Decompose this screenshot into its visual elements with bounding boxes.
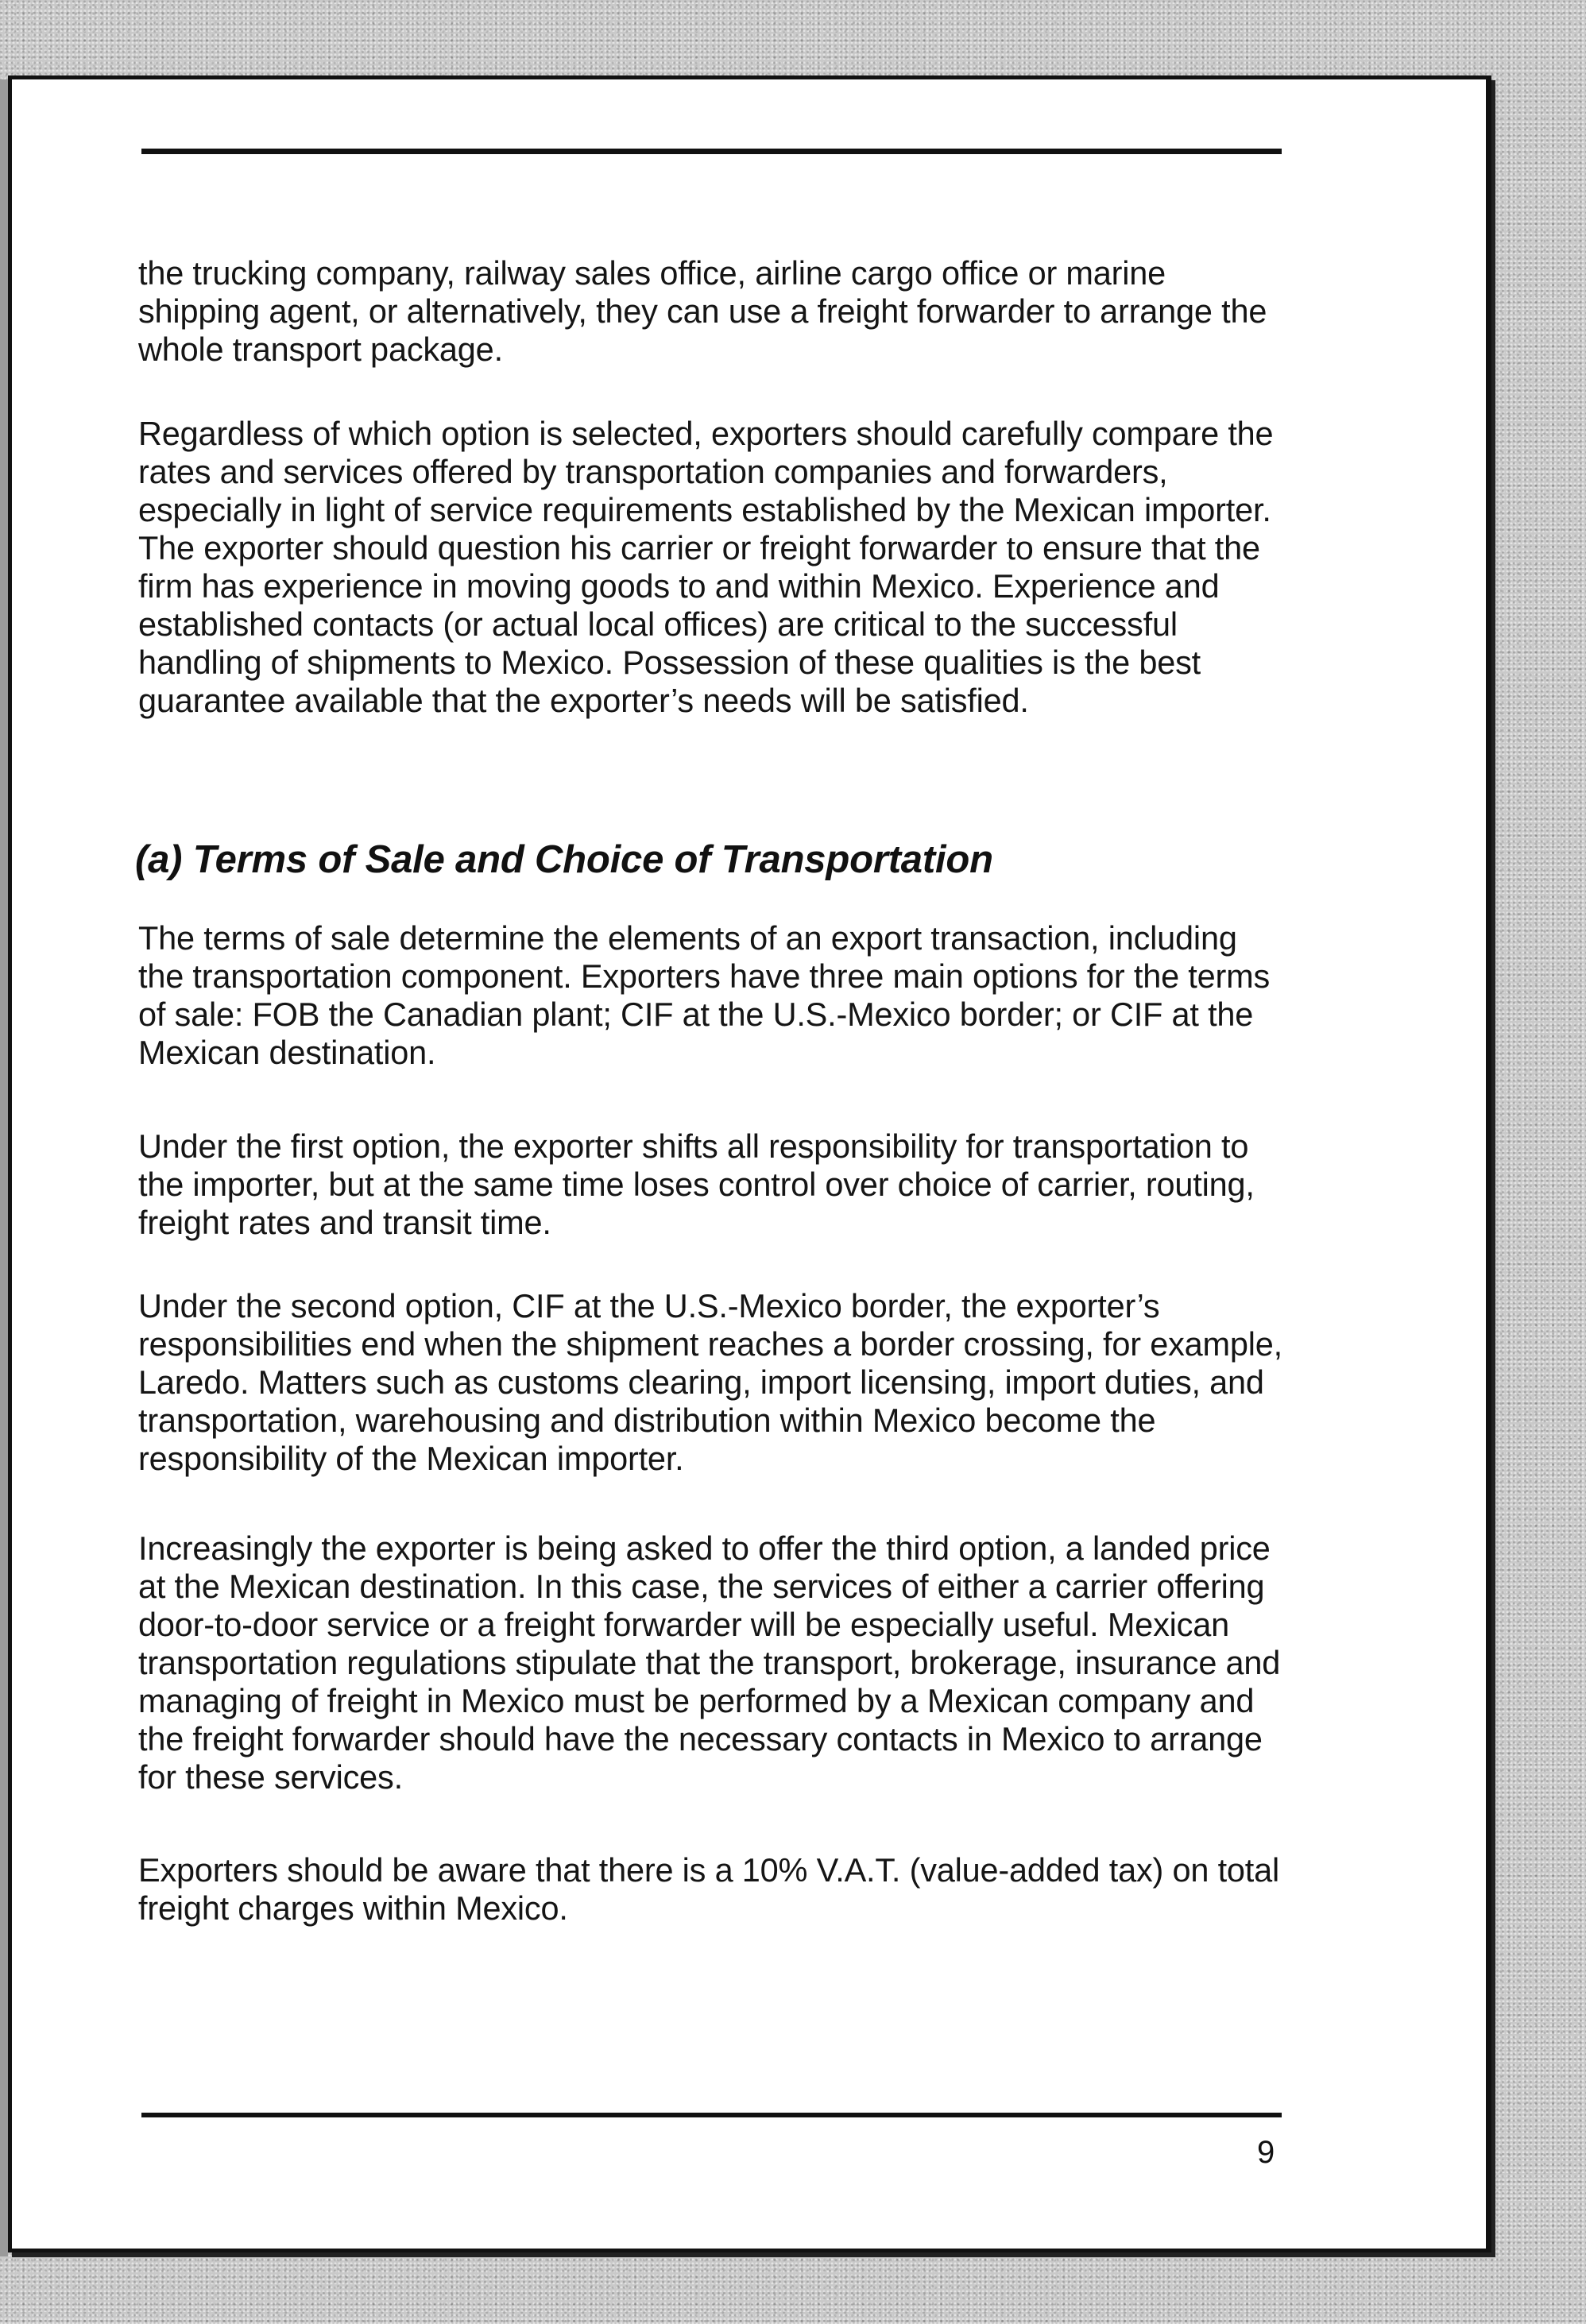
paragraph-second-option: Under the second option, CIF at the U.S.-Mexico border, the exporter’s responsibilities end when the shipment reaches a border crossing, for example, Laredo. Matters such as customs clearing, import licensing, import duties, and transportation, warehousing and distribution within Mexico become the responsibility of the Mexican importer. xyxy=(138,1287,1282,1477)
paragraph-compare-rates: Regardless of which option is selected, exporters should carefully compare the rates and services offered by transportation companies and forwarders, especially in light of service requirements established by the Mexican importer. The exporter should question his carrier or freight forwarder to ensure that the firm has experience in moving goods to and within Mexico. Experience and established contacts (or actual local offices) are critical to the successful handling of shipments to Mexico. Possession of these qualities is the best guarantee available that the exporter’s needs will be satisfied. xyxy=(138,415,1274,719)
paragraph-third-option: Increasingly the exporter is being asked to offer the third option, a landed price at the Mexican destination. In this case, the services of either a carrier offering door-to-door service or a freight forwarder will be especially useful. Mexican transportation regulations stipulate that the transport, brokerage, insurance and managing of freight in Mexico must be performed by a Mexican company and the freight forwarder should have the necessary contacts in Mexico to arrange for these services. xyxy=(138,1529,1281,1796)
top-rule xyxy=(141,149,1282,154)
paragraph-first-option: Under the first option, the exporter shifts all responsibility for transportation to the importer, but at the same time loses control over choice of carrier, routing, freight rates and transit time. xyxy=(138,1127,1255,1241)
bottom-rule xyxy=(141,2113,1282,2117)
page-number: 9 xyxy=(1257,2135,1275,2170)
paragraph-vat-note: Exporters should be aware that there is a 10% V.A.T. (value-added tax) on total freight charges within Mexico. xyxy=(138,1851,1280,1927)
section-heading: (a) Terms of Sale and Choice of Transportation xyxy=(135,838,993,881)
paragraph-continuation: the trucking company, railway sales office, airline cargo office or marine shipping agent, or alternatively, they can use a freight forwarder to arrange the whole transport package. xyxy=(138,254,1267,368)
paragraph-terms-of-sale: The terms of sale determine the elements of an export transaction, including the transportation component. Exporters have three main options for the terms of sale: FOB the Canadian plant; CIF at the U.S.-Mexico border; or CIF at the Mexican destination. xyxy=(138,919,1271,1071)
